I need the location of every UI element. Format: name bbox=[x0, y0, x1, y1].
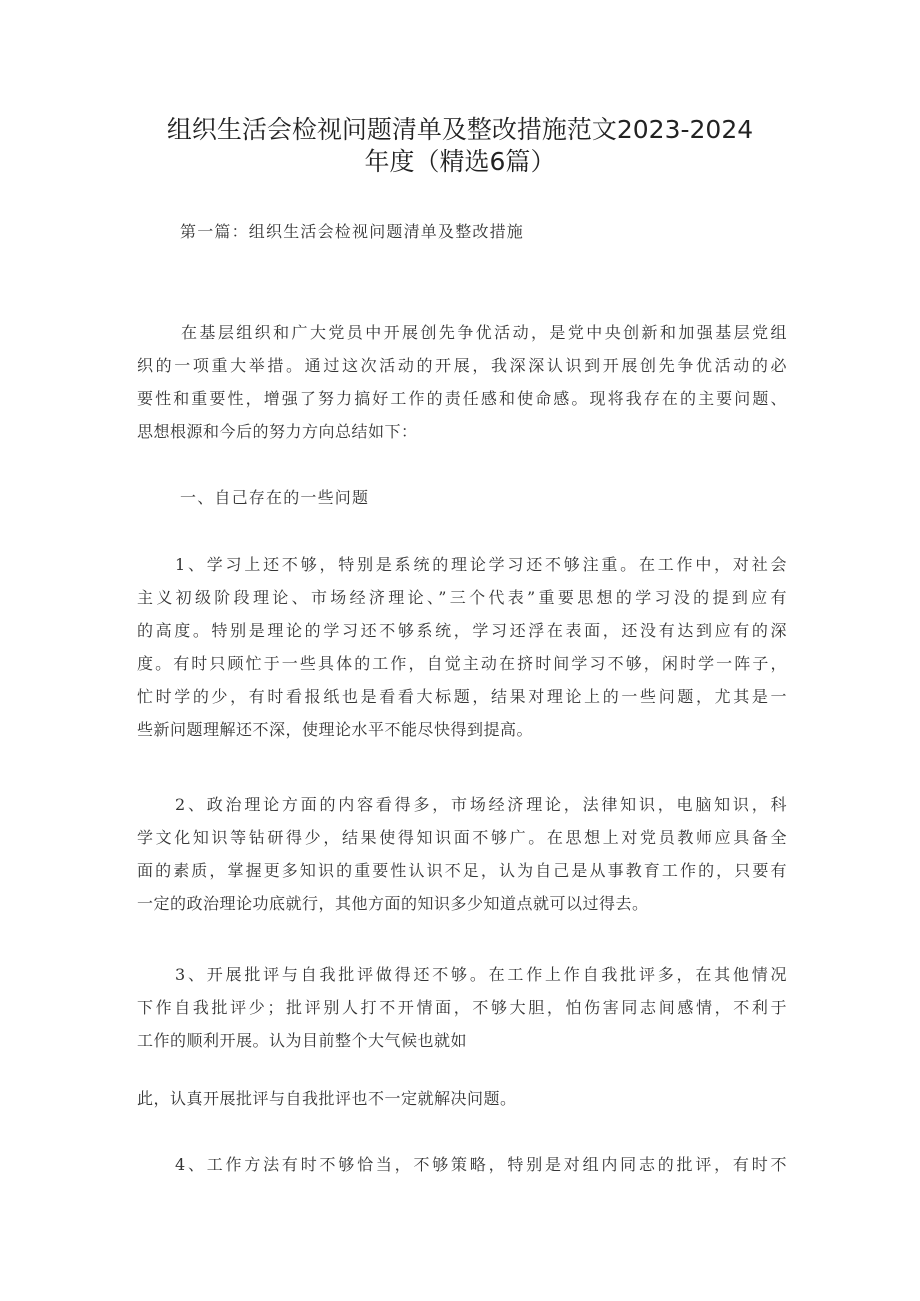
paragraph-line: 面的素质，掌握更多知识的重要性认识不足，认为自己是从事教育工作的，只要有 bbox=[137, 861, 787, 880]
item-3-continuation bbox=[137, 1082, 787, 1115]
paragraph-line: 此，认真开展批评与自我批评也不一定就解决问题。 bbox=[137, 1089, 517, 1108]
item-2-paragraph bbox=[137, 788, 787, 920]
document-title-line-1: 组织生活会检视问题清单及整改措施范文2023-2024 bbox=[166, 115, 754, 144]
document-title-line-2: 年度（精选6篇） bbox=[364, 147, 556, 176]
paragraph-line: 忙时学的少，有时看报纸也是看看大标题，结果对理论上的一些问题，尤其是一 bbox=[137, 687, 787, 706]
heading-problems: 一、自己存在的一些问题 bbox=[180, 488, 370, 507]
intro-paragraph bbox=[137, 316, 787, 448]
paragraph-line: 4、工作方法有时不够恰当，不够策略，特别是对组内同志的批评，有时不 bbox=[175, 1155, 787, 1174]
paragraph-line: 度。有时只顾忙于一些具体的工作，自觉主动在挤时间学习不够，闲时学一阵子， bbox=[137, 654, 787, 673]
paragraph-line: 学文化知识等钻研得少，结果使得知识面不够广。在思想上对党员教师应具备全 bbox=[137, 828, 787, 847]
paragraph-line: 的高度。特别是理论的学习还不够系统，学习还浮在表面，还没有达到应有的深 bbox=[137, 621, 787, 640]
paragraph-line: 下作自我批评少；批评别人打不开情面，不够大胆，怕伤害同志间感情，不利于 bbox=[137, 998, 787, 1017]
paragraph-line: 一定的政治理论功底就行，其他方面的知识多少知道点就可以过得去。 bbox=[137, 894, 649, 913]
paragraph-line: 织的一项重大举措。通过这次活动的开展，我深深认识到开展创先争优活动的必 bbox=[137, 356, 787, 375]
paragraph-line: 2、政治理论方面的内容看得多，市场经济理论，法律知识，电脑知识，科 bbox=[175, 795, 787, 814]
paragraph-line: 要性和重要性，增强了努力搞好工作的责任感和使命感。现将我存在的主要问题、 bbox=[137, 389, 787, 408]
section-title: 第一篇：组织生活会检视问题清单及整改措施 bbox=[180, 222, 525, 241]
item-1-paragraph bbox=[137, 548, 787, 746]
item-3-paragraph bbox=[137, 958, 787, 1057]
paragraph-line: 在基层组织和广大党员中开展创先争优活动，是党中央创新和加强基层党组 bbox=[181, 323, 787, 342]
paragraph-line: 3、开展批评与自我批评做得还不够。在工作上作自我批评多，在其他情况 bbox=[175, 965, 787, 984]
paragraph-line: 些新问题理解还不深，使理论水平不能尽快得到提高。 bbox=[137, 720, 534, 739]
paragraph-line: 工作的顺利开展。认为目前整个大气候也就如 bbox=[137, 1031, 468, 1050]
paragraph-line: 主义初级阶段理论、市场经济理论、”三个代表”重要思想的学习没的提到应有 bbox=[137, 588, 787, 607]
paragraph-line: 1、学习上还不够，特别是系统的理论学习还不够注重。在工作中，对社会 bbox=[175, 555, 787, 574]
item-4-paragraph bbox=[137, 1148, 787, 1181]
paragraph-line: 思想根源和今后的努力方向总结如下： bbox=[137, 422, 418, 441]
